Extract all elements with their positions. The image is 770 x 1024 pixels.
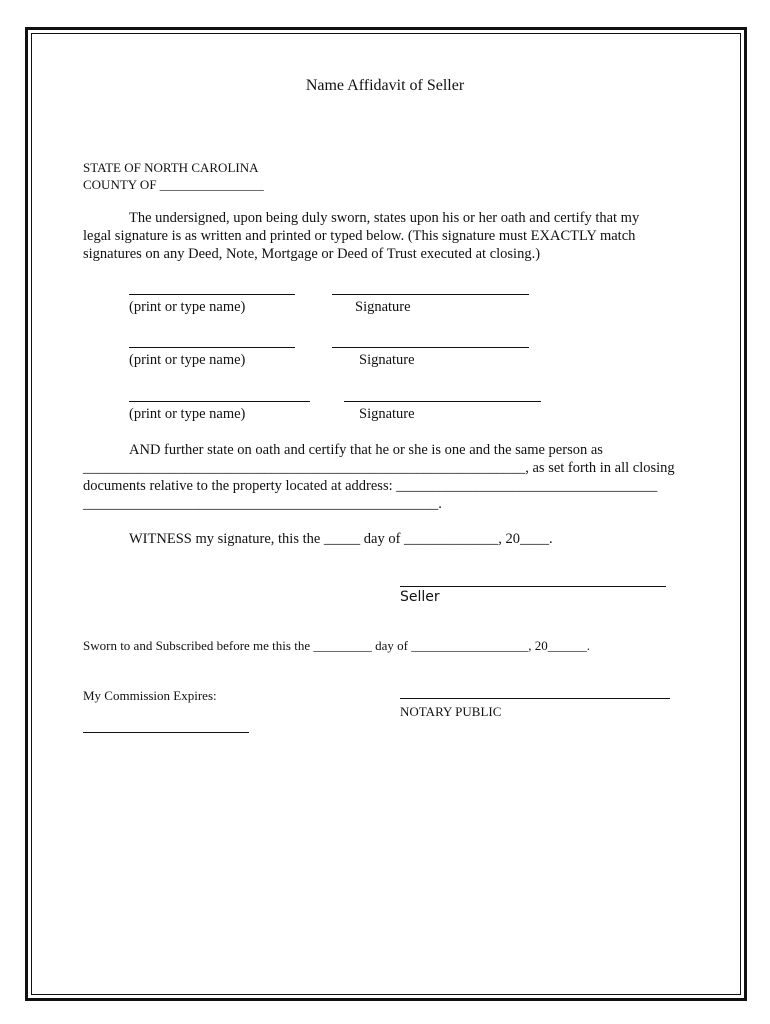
seller-label: Seller [400,589,440,605]
name-line-3 [129,401,310,402]
further-line-2: _____________________________________________________________, as set forth in all closing [83,460,675,476]
name-label-2: (print or type name) [129,352,246,368]
intro-line-2: legal signature is as written and printed or typed below. (This signature must EXACTLY match [83,228,636,244]
county-line: COUNTY OF ________________ [83,177,264,192]
state-line: STATE OF NORTH CAROLINA [83,160,259,175]
document-title: Name Affidavit of Seller [305,77,465,94]
name-label-3: (print or type name) [129,406,246,422]
signature-label-1: Signature [355,299,411,315]
seller-signature-line [400,586,666,587]
commission-date-line [83,732,249,733]
name-line-1 [129,294,295,295]
intro-line-3: signatures on any Deed, Note, Mortgage or Deed of Trust executed at closing.) [83,246,541,262]
further-line-4: _________________________________________________. [83,496,442,512]
signature-line-2 [332,347,529,348]
notary-signature-line [400,698,670,699]
signature-label-2: Signature [359,352,415,368]
witness-line: WITNESS my signature, this the _____ day of _____________, 20____. [129,531,553,547]
signature-line-3 [344,401,541,402]
signature-label-3: Signature [359,406,415,422]
commission-label: My Commission Expires: [83,688,217,703]
notary-label: NOTARY PUBLIC [400,704,502,719]
name-line-2 [129,347,295,348]
name-label-1: (print or type name) [129,299,246,315]
further-line-1: AND further state on oath and certify that he or she is one and the same person as [129,442,603,458]
intro-line-1: The undersigned, upon being duly sworn, states upon his or her oath and certify that my [129,210,640,226]
sworn-line: Sworn to and Subscribed before me this the _________ day of __________________, 20______. [83,638,590,653]
further-line-3: documents relative to the property located at address: ____________________________________ [83,478,658,494]
signature-line-1 [332,294,529,295]
